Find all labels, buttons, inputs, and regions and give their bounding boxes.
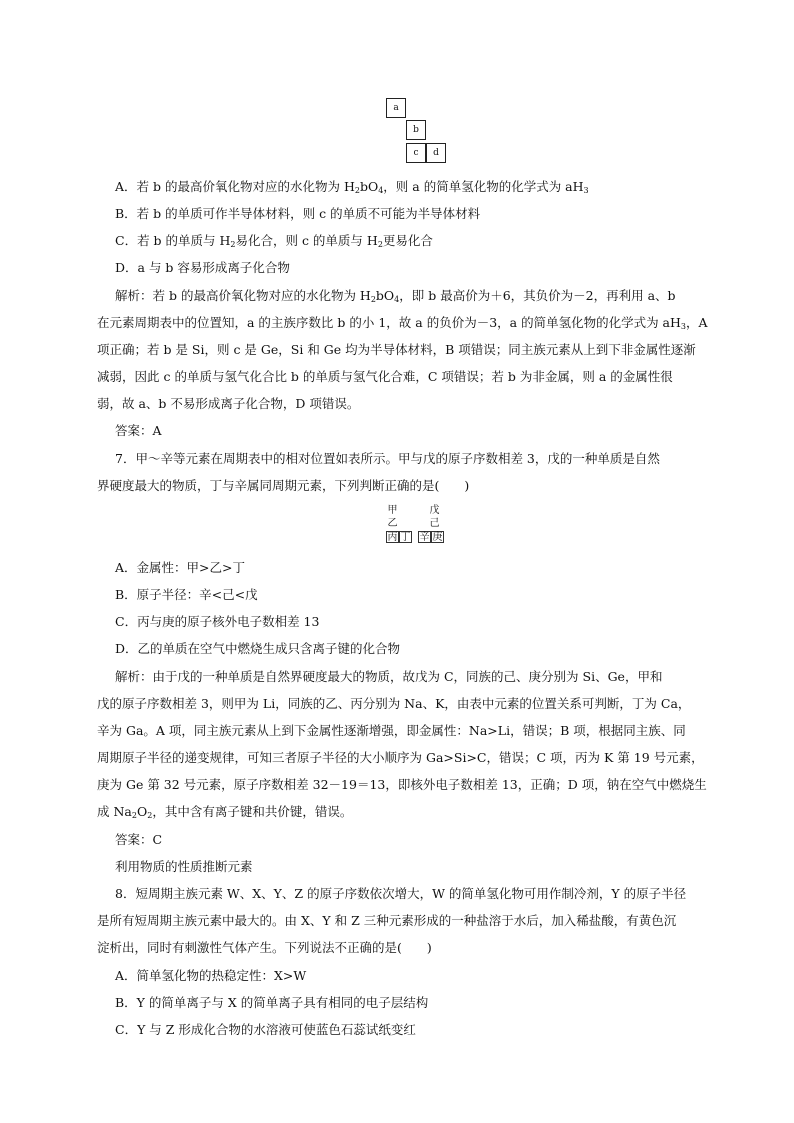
- cell-a: a: [386, 98, 406, 118]
- q7-option-b: B．原子半径：辛<己<戊: [115, 587, 258, 602]
- q6-answer: 答案：A: [115, 423, 162, 438]
- q7-explanation-line: 解析：由于戊的一种单质是自然界硬度最大的物质，故戊为 C，同族的己、庚分别为 Si、Ge，甲和: [115, 669, 663, 684]
- q6-explanation-line: 解析：若 b 的最高价氧化物对应的水化物为 $H_2bO_4$，即 b 最高价为＋6，其负价为－2，再利用 a、b: [115, 288, 676, 304]
- q7-explanation-line: 庚为 Ge 第 32 号元素，原子序数相差 32－19＝13，即核外电子数相差 13，正确；D 项，钠在空气中燃烧生: [97, 777, 707, 792]
- q7-explanation-line: 周期原子半径的递变规律，可知三者原子半径的大小顺序为 Ga>Si>C，错误；C 项，丙为 K 第 19 号元素，: [97, 750, 704, 765]
- table-cell-ji: 己: [429, 518, 440, 529]
- table-cell-xin: 辛: [419, 532, 430, 543]
- q7-stem: 界硬度最大的物质，丁与辛属同周期元素，下列判断正确的是( ): [97, 478, 470, 493]
- cell-c: c: [406, 143, 426, 163]
- q6-option-b: B．若 b 的单质可作半导体材料，则 c 的单质不可能为半导体材料: [115, 206, 481, 221]
- section-heading: 利用物质的性质推断元素: [115, 859, 253, 874]
- cell-b: b: [406, 120, 426, 140]
- q7-option-d: D．乙的单质在空气中燃烧生成只含离子键的化合物: [115, 641, 401, 656]
- table-cell-geng: 庚: [432, 532, 443, 543]
- q6-explanation-line: 在元素周期表中的位置知，a 的主族序数比 b 的小 1，故 a 的负价为－3，a 的简单氢化物的化学式为 $aH_3$，A: [97, 315, 708, 331]
- q6-explanation-line: 弱，故 a、b 不易形成离子化合物，D 项错误。: [97, 396, 360, 411]
- q7-explanation-line: 成 $Na_2O_2$，其中含有离子键和共价键，错误。: [97, 804, 353, 820]
- q8-stem: 是所有短周期主族元素中最大的。由 X、Y 和 Z 三种元素形成的一种盐溶于水后，加入稀盐酸，有黄色沉: [97, 913, 677, 928]
- q7-explanation-line: 戊的原子序数相差 3，则甲为 Li，同族的乙、丙分别为 Na、K，由表中元素的位置关系可判断，丁为 Ca，: [97, 696, 691, 711]
- table-cell-ding: 丁: [400, 532, 411, 543]
- table-cell-jia: 甲: [387, 505, 398, 516]
- q7-option-c: C．丙与庚的原子核外电子数相差 13: [115, 614, 320, 629]
- table-cell-yi: 乙: [387, 518, 398, 529]
- q7-stem: 7．甲～辛等元素在周期表中的相对位置如表所示。甲与戊的原子序数相差 3，戊的一种单质是自然: [115, 451, 660, 466]
- table-cell-bing: 丙: [387, 532, 398, 543]
- q8-stem: 淀析出，同时有刺激性气体产生。下列说法不正确的是( ): [97, 940, 432, 955]
- q8-option-c: C．Y 与 Z 形成化合物的水溶液可使蓝色石蕊试纸变红: [115, 1022, 416, 1037]
- table-cell-wu: 戊: [429, 505, 440, 516]
- q7-answer: 答案：C: [115, 832, 163, 847]
- q6-option-c: C．若 b 的单质与 $H_2$易化合，则 c 的单质与 $H_2$更易化合: [115, 233, 433, 249]
- q6-explanation-line: 项正确；若 b 是 Si，则 c 是 Ge，Si 和 Ge 均为半导体材料，B 项错误；同主族元素从上到下非金属性逐渐: [97, 342, 696, 357]
- q6-option-a: A．若 b 的最高价氧化物对应的水化物为 $H_2bO_4$，则 a 的简单氢化物的化学式为 $aH_3$: [115, 179, 589, 195]
- q8-option-b: B．Y 的简单离子与 X 的简单离子具有相同的电子层结构: [115, 995, 429, 1010]
- q6-option-d: D．a 与 b 容易形成离子化合物: [115, 260, 290, 275]
- q6-explanation-line: 减弱，因此 c 的单质与氢气化合比 b 的单质与氢气化合难，C 项错误；若 b 为非金属，则 a 的金属性很: [97, 369, 673, 384]
- q8-option-a: A．简单氢化物的热稳定性：X>W: [115, 968, 307, 983]
- q7-option-a: A．金属性：甲>乙>丁: [115, 560, 245, 575]
- cell-d: d: [426, 143, 446, 163]
- q8-stem: 8．短周期主族元素 W、X、Y、Z 的原子序数依次增大，W 的简单氢化物可用作制冷剂，Y 的原子半径: [115, 886, 687, 901]
- q7-explanation-line: 辛为 Ga。A 项，同主族元素从上到下金属性逐渐增强，即金属性：Na>Li，错误；B 项，根据同主族、同: [97, 723, 686, 738]
